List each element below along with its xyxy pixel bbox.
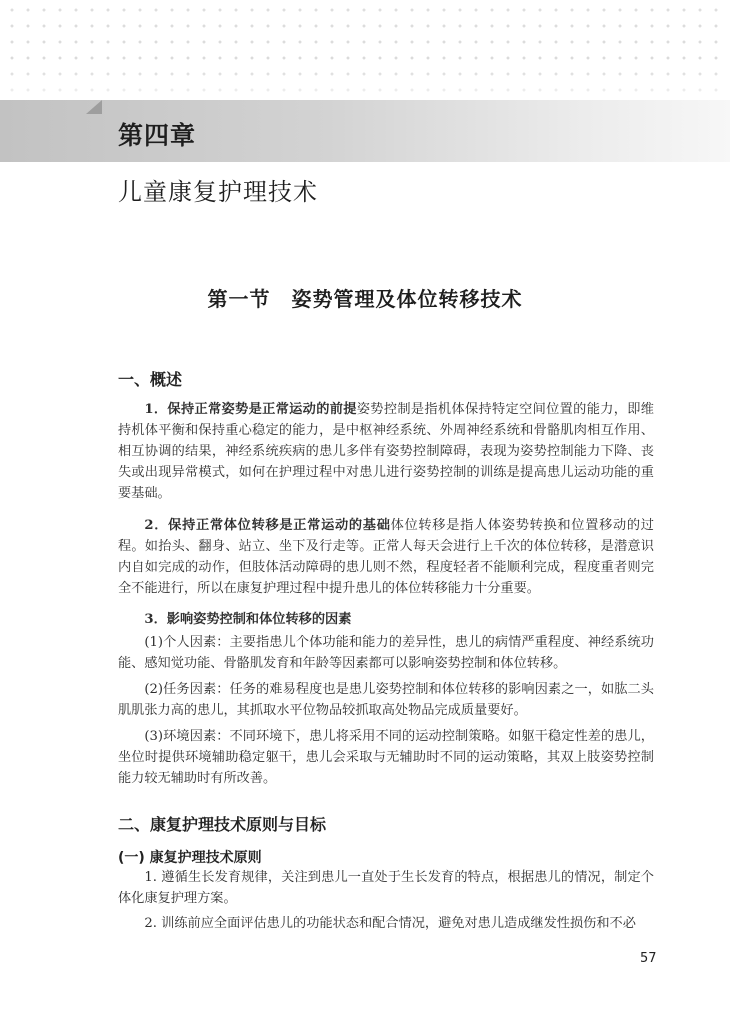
paragraph-3-2: (2)任务因素：任务的难易程度也是患儿姿势控制和体位转移的影响因素之一，如肱二头肌肌张力高的患儿，其抓取水平位物品较抓取高处物品完成质量要好。 xyxy=(118,682,654,718)
page-number: 57 xyxy=(640,951,657,966)
dot-pattern-fade xyxy=(0,0,730,108)
banner-fold-decoration xyxy=(86,100,102,114)
paragraph-3-1: (1)个人因素：主要指患儿个体功能和能力的差异性，患儿的病情严重程度、神经系统功能、感知觉功能、骨骼肌发育和年龄等因素都可以影响姿势控制和体位转移。 xyxy=(118,635,654,671)
section-title: 第一节 姿势管理及体位转移技术 xyxy=(207,287,523,311)
chapter-title: 儿童康复护理技术 xyxy=(118,178,318,206)
chapter-label: 第四章 xyxy=(118,121,197,150)
paragraph-5: 2. 训练前应全面评估患儿的功能状态和配合情况，避免对患儿造成继发性损伤和不必 xyxy=(144,916,636,931)
paragraph-4: 1. 遵循生长发育规律，关注到患儿一直处于生长发育的特点，根据患儿的情况，制定个体化康复护理方案。 xyxy=(118,870,654,906)
paragraph-1-text: 姿势控制是指机体保持特定空间位置的能力，即维持机体平衡和保持重心稳定的能力，是中枢神经系统、外周神经系统和骨骼肌肉相互作用、相互协调的结果，神经系统疾病的患儿多伴有姿势控制障碍，表现为姿势控制能力下降、丧失或出现异常模式，如何在护理过程中对患儿进行姿势控制的训练是提高患儿运动功能的重要基础。 xyxy=(118,402,654,501)
paragraph-3-lead: 3．影响姿势控制和体位转移的因素 xyxy=(144,612,352,627)
paragraph-3 xyxy=(118,609,654,630)
heading-overview: 一、概述 xyxy=(118,370,183,389)
paragraph-1 xyxy=(118,399,654,504)
paragraph-2-text: 体位转移是指人体姿势转换和位置移动的过程。如抬头、翻身、站立、坐下及行走等。正常人每天会进行上千次的体位转移，是潜意识内自如完成的动作，但肢体活动障碍的患儿则不然，程度轻者不能顺利完成，程度重者则完全不能进行，所以在康复护理过程中提升患儿的体位转移能力十分重要。 xyxy=(118,518,654,596)
paragraph-3-3: (3)环境因素：不同环境下，患儿将采用不同的运动控制策略。如躯干稳定性差的患儿，坐位时提供环境辅助稳定躯干，患儿会采取与无辅助时不同的运动策略，其双上肢姿势控制能力较无辅助时有所改善。 xyxy=(118,729,654,786)
paragraph-2 xyxy=(118,515,654,599)
subheading-principles: (一) 康复护理技术原则 xyxy=(118,850,262,866)
chapter-banner xyxy=(0,100,730,162)
paragraph-1-lead: 1．保持正常姿势是正常运动的前提 xyxy=(144,402,357,417)
heading-principles-goals: 二、康复护理技术原则与目标 xyxy=(118,815,327,834)
paragraph-2-lead: 2．保持正常体位转移是正常运动的基础 xyxy=(144,518,391,533)
